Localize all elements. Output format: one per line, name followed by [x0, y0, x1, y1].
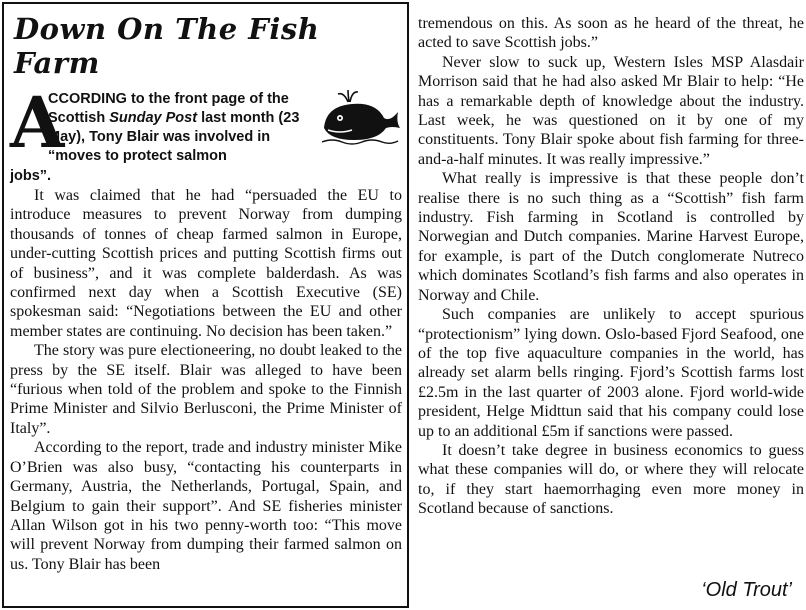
lead-block: [10, 81, 402, 170]
lead-part-2: last month (23 May), Tony Blair was involved in “moves to protect salmon: [48, 110, 300, 164]
left-paragraph: It was claimed that he had “persuaded the EU to introduce measures to prevent Norway from dumping thousands of tonnes of cheap farmed salmon in Europe, under-cutting Scottish prices and putting Scottish firms out of business”, and it was complete balderdash. As was confirmed next day when a Scottish Executive (SE) spokesman said: “Negotiations between the EU and other member states are continuing. No decision has been taken.”: [10, 187, 402, 340]
right-paragraph: Never slow to suck up, Western Isles MSP Alasdair Morrison said that he had also asked Mr Blair to help: “He has a remarkable depth of knowledge about the industry. Last week, he was questioned on it by one of my constituents. Tony Blair spoke about fish farming for three-and-a-half minutes. It was really impressive.”: [418, 53, 804, 168]
lead-text: [48, 90, 310, 166]
author-signature: ‘Old Trout’: [701, 579, 792, 601]
left-column: [10, 12, 402, 574]
left-paragraph: The story was pure electioneering, no doubt leaked to the press by the SE itself. Blair was alleged to have been “furious when told of the problem and spoke to the Finnish Prime Minister and Silvio Berlusconi, the Prime Minister of Italy”.: [10, 342, 402, 437]
lead-part-1: CCORDING to the front page of the Scottish: [48, 91, 289, 126]
right-paragraph: It doesn’t take degree in business economics to guess what these companies will do, or where they will relocate to, if they start haemorrhaging even more money in Scotland because of sanctions.: [418, 441, 804, 518]
lead-newspaper-name: Sunday Post: [109, 110, 198, 126]
right-paragraph: tremendous on this. As soon as he heard of the threat, he acted to save Scottish jobs.”: [418, 15, 804, 52]
right-paragraph: What really is impressive is that these people don’t realise there is no such thing as a “Scottish” fish farm industry. Fish farming in Scotland is controlled by Norwegian and Dutch companies. Marine Harvest Europe, for example, is part of the Dutch conglomerate Nutreco which dominates Scotland’s fish farms and also operates in Norway and Chile.: [418, 170, 804, 304]
lead-tail: jobs”.: [10, 168, 52, 184]
right-paragraph: Such companies are unlikely to accept spurious “protectionism” lying down. Oslo-based Fjord Seafood, one of the top five aquaculture companies in the world, has already set alarm bells ringing. Fjord’s Scottish farms lost £2.5m in the last quarter of 2003 alone. Fjord world-wide president, Helge Midttun said that his company could lose up to an additional £5m if sanctions were passed.: [418, 306, 804, 440]
right-column: [418, 14, 804, 519]
left-paragraph: According to the report, trade and industry minister Mike O’Brien was also busy, “contacting his counterparts in Germany, Austria, the Netherlands, Portugal, Spain, and Belgium to gain their support”. And SE fisheries minister Allan Wilson got in his two penny-worth too: “This move will prevent Norway from dumping their farmed salmon on us. Tony Blair has been: [10, 439, 402, 573]
article-headline: Down On The Fish Farm: [14, 12, 320, 80]
whale-icon: [318, 88, 402, 146]
drop-cap: A: [10, 81, 65, 164]
